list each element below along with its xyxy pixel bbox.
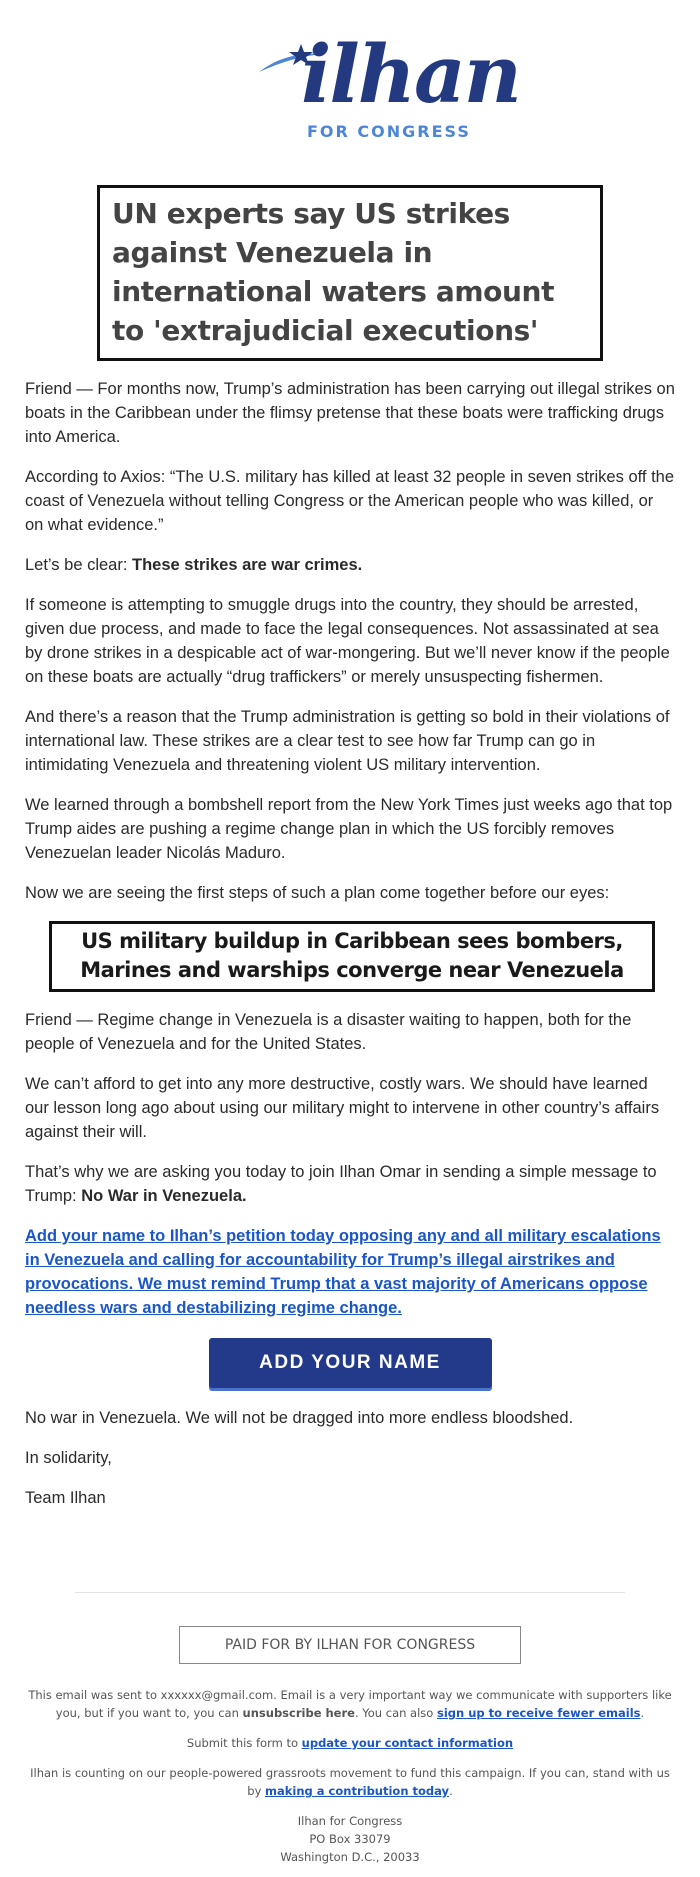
paragraph-text: That’s why we are asking you today to join Ilhan Omar in sending a simple message to Trump: <box>25 1163 657 1205</box>
headline-box <box>97 185 603 361</box>
paid-for-box: PAID FOR BY ILHAN FOR CONGRESS <box>179 1626 521 1664</box>
paragraph: We learned through a bombshell report from the New York Times just weeks ago that top Trump aides are pushing a regime change plan in which the US forcibly removes Venezuelan leader Nicolás Maduro. <box>25 796 673 862</box>
signature: Team Ilhan <box>25 1489 106 1507</box>
petition-link[interactable]: Add your name to Ilhan’s petition today opposing any and all military escalations in Venezuela and calling for accountability for Trump’s illegal airstrikes and provocations. We must remind Trump that a vast majority of Americans oppose needless wars and destabilizing regime change. <box>25 1227 661 1317</box>
email-notice <box>25 1686 675 1722</box>
footer-text: . You can also <box>354 1706 437 1720</box>
message-body <box>25 377 675 1510</box>
paragraph: No war in Venezuela. We will not be dragged into more endless bloodshed. <box>25 1409 574 1427</box>
paragraph <box>25 1160 675 1208</box>
footer-text: . <box>640 1706 645 1720</box>
paragraph-text: Let’s be clear: <box>25 556 133 574</box>
logo-wordmark: ilhan <box>301 27 520 121</box>
footer-text: Submit this form to <box>186 1736 302 1750</box>
bold-statement: No War in Venezuela. <box>81 1187 247 1205</box>
fewer-emails-link[interactable]: sign up to receive fewer emails <box>436 1706 641 1720</box>
callout-headline: US military buildup in Caribbean sees bombers, Marines and warships converge near Venezuela <box>80 929 624 982</box>
paragraph: Now we are seeing the first steps of such a plan come together before our eyes: <box>25 884 610 902</box>
footer-text: Ilhan is counting on our people-powered grassroots movement to fund this campaign. If you can, stand with us by <box>30 1766 670 1798</box>
logo-subtitle: FOR CONGRESS <box>307 122 471 141</box>
paragraph: If someone is attempting to smuggle drugs into the country, they should be arrested, given due process, and made to face the legal consequences. Not assassinated at sea by drone strikes in a despicable act of war-mongering. But we’ll never know if the people on these boats are actually “drug traffickers” or merely unsuspecting fishermen. <box>25 596 670 686</box>
logo <box>25 0 675 150</box>
divider <box>75 1592 625 1593</box>
paragraph: Friend — For months now, Trump’s administration has been carrying out illegal strikes on boats in the Caribbean under the flimsy pretense that these boats were trafficking drugs into America. <box>25 380 675 446</box>
contribution-link[interactable]: making a contribution today <box>265 1784 450 1798</box>
address-line: Washington D.C., 20033 <box>280 1850 420 1864</box>
mailing-address <box>25 1812 675 1866</box>
footer-text: This email was sent to xxxxxx@gmail.com. Email is a very important way we communicate with supporters like you, but if you want to, you can <box>28 1688 672 1720</box>
address-line: PO Box 33079 <box>309 1832 391 1846</box>
add-your-name-button[interactable]: ADD YOUR NAME <box>209 1338 492 1388</box>
footer <box>25 1686 675 1866</box>
unsubscribe-link[interactable]: unsubscribe here <box>242 1706 355 1720</box>
update-contact-link[interactable]: update your contact information <box>301 1736 514 1750</box>
paragraph: We can’t afford to get into any more destructive, costly wars. We should have learned our lesson long ago about using our military might to intervene in other country’s affairs against their will. <box>25 1075 660 1141</box>
paragraph: And there’s a reason that the Trump administration is getting so bold in their violations of international law. These strikes are a clear test to see how far Trump can go in intimidating Venezuela and threatening violent US military intervention. <box>25 708 670 774</box>
update-notice <box>25 1734 675 1752</box>
headline: UN experts say US strikes against Venezuela in international waters amount to 'extrajudicial executions' <box>112 197 555 347</box>
address-line: Ilhan for Congress <box>297 1814 403 1828</box>
bold-statement: These strikes are war crimes. <box>132 556 363 574</box>
paragraph: According to Axios: “The U.S. military has killed at least 32 people in seven strikes off the coast of Venezuela without telling Congress or the American people who was killed, or on what evidence.” <box>25 468 675 534</box>
signoff: In solidarity, <box>25 1449 112 1467</box>
footer-text: . <box>449 1784 453 1798</box>
contribution-notice <box>25 1764 675 1800</box>
callout-box <box>49 921 655 992</box>
button-wrap <box>25 1338 675 1388</box>
paragraph <box>25 553 675 577</box>
paragraph: Friend — Regime change in Venezuela is a disaster waiting to happen, both for the people of Venezuela and for the United States. <box>25 1011 632 1053</box>
